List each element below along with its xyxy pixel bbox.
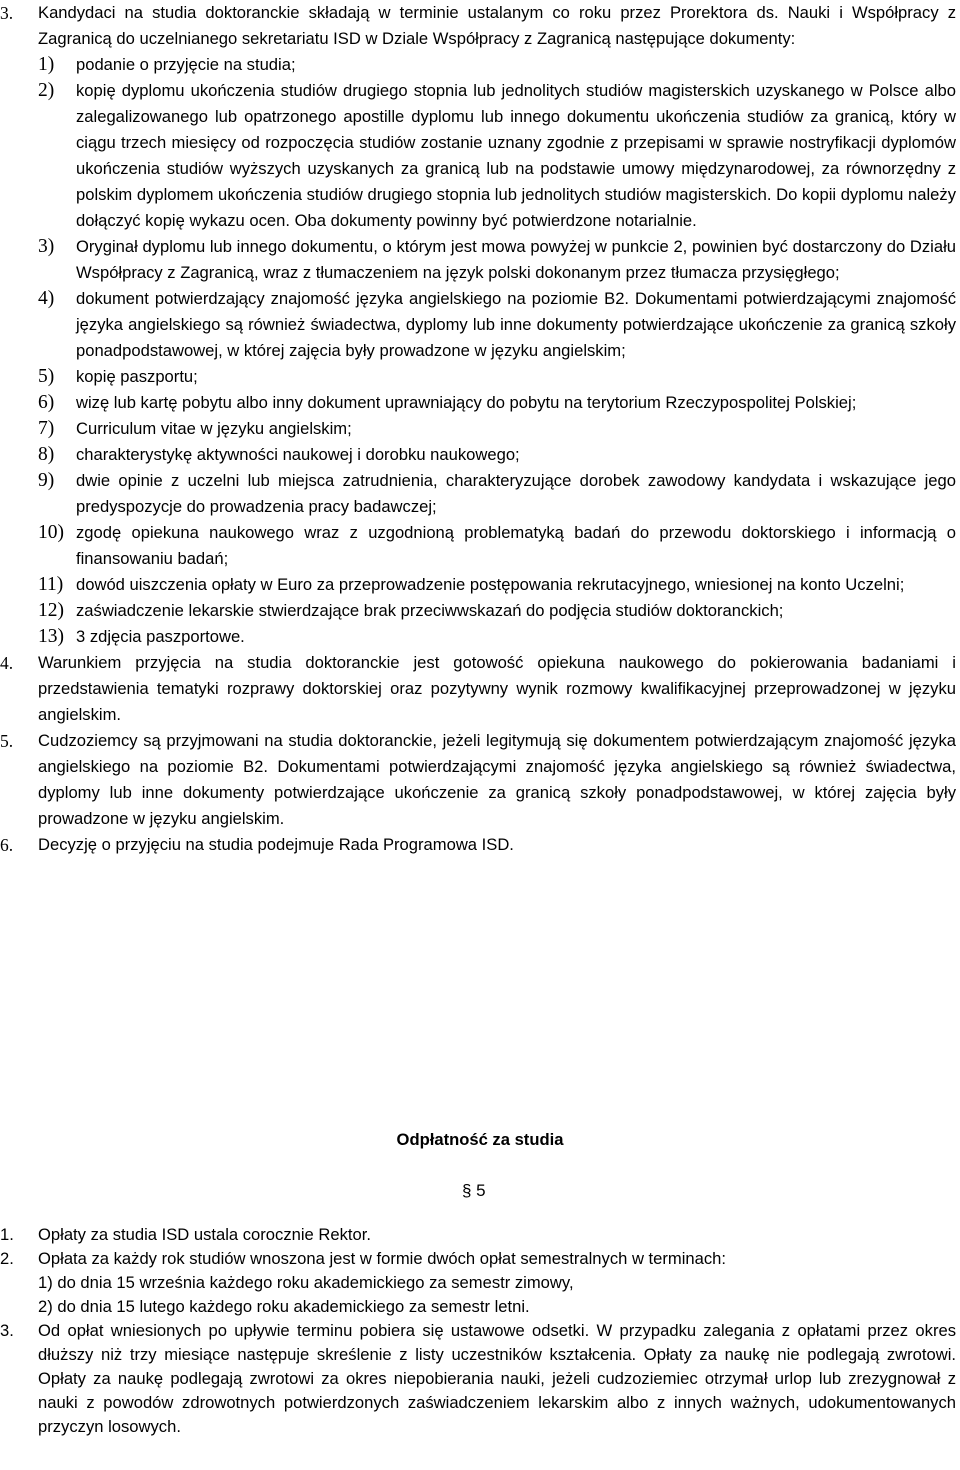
main-point-text: Decyzję o przyjęciu na studia podejmuje Rada Programowa ISD. [38, 835, 514, 854]
list-text: wizę lub kartę pobytu albo inny dokument uprawniający do pobytu na terytorium Rzeczypospolitej Polskiej; [76, 393, 857, 412]
list-number: 1) [38, 54, 55, 75]
list-number: 3) [38, 236, 55, 257]
fee-subpoint-line: 1) do dnia 15 września każdego roku akademickiego za semestr zimowy, [38, 1273, 574, 1292]
list-number: 8) [38, 444, 55, 465]
document-item-11 [0, 572, 960, 598]
fee-point-number: 1. [0, 1225, 14, 1244]
document-item-13 [0, 624, 960, 650]
document-item-1 [0, 52, 960, 78]
fee-point-line: Od opłat wniesionych po upływie terminu pobiera się ustawowe odsetki. W przypadku zalegania z opłatami przez okres dłuższy niż trzy miesiące następuje skreślenie z listy uczestników kształcenia. Opłaty za naukę nie podlegają zwrotowi. Opłaty za naukę podlegają zwrotowi za okres niepobierania nauki, jeżeli cudzoziemiec otrzymał urlop lub zrezygnował z nauki z powodów zdrowotnych potwierdzonych zaświadczeniem lekarskim albo z innych ważnych, udokumentowanych przyczyn losowych. [38, 1321, 956, 1436]
list-number: 4) [38, 288, 55, 309]
document-item-2 [0, 78, 960, 234]
list-text: dwie opinie z uczelni lub miejsca zatrudnienia, charakteryzujące dorobek zawodowy kandydata i wskazujące jego predyspozycje do prowadzenia pracy badawczej; [76, 471, 956, 516]
main-point-4 [0, 650, 960, 728]
fee-subpoint-line: 2) do dnia 15 lutego każdego roku akademickiego za semestr letni. [38, 1297, 530, 1316]
list-text: Curriculum vitae w języku angielskim; [76, 419, 352, 438]
list-number: 11) [38, 574, 64, 595]
document-item-10 [0, 520, 960, 572]
list-text: kopię dyplomu ukończenia studiów drugiego stopnia lub jednolitych studiów magisterskich uzyskanego w Polsce albo zalegalizowanego lub opatrzonego apostille dyplomu lub innego dokumentu ukończenia studiów za granicą, który w ciągu trzech miesięcy od rozpoczęcia studiów zostanie uznany zgodnie z przepisami w sprawie nostryfikacji dyplomów ukończenia studiów wyższych uzyskanych za granicą lub na podstawie umowy międzynarodowej, za równorzędny z polskim dyplomem ukończenia studiów drugiego stopnia lub jednolitych studiów magisterskich. Do kopii dyplomu należy dołączyć kopię wykazu ocen. Oba dokumenty powinny być potwierdzone notarialnie. [76, 81, 956, 230]
main-point-number: 5. [0, 731, 14, 751]
list-text: zaświadczenie lekarskie stwierdzające brak przeciwwskazań do podjęcia studiów doktoranckich; [76, 601, 784, 620]
list-number: 9) [38, 470, 55, 491]
fees-section [0, 1223, 960, 1439]
list-number: 13) [38, 626, 64, 647]
list-text: podanie o przyjęcie na studia; [76, 55, 296, 74]
document-item-12 [0, 598, 960, 624]
list-number: 10) [38, 522, 64, 543]
paragraph-number: § 5 [462, 1181, 486, 1200]
list-number: 7) [38, 418, 55, 439]
document-item-4 [0, 286, 960, 364]
fee-point-3 [0, 1319, 960, 1439]
fee-point-number: 2. [0, 1249, 14, 1268]
document-item-9 [0, 468, 960, 520]
list-number: 12) [38, 600, 64, 621]
main-point-number: 4. [0, 653, 14, 673]
main-point-text: Warunkiem przyjęcia na studia doktoranckie jest gotowość opiekuna naukowego do pokierowania badaniami i przedstawienia tematyki rozprawy doktorskiej oraz pozytywny wynik rozmowy kwalifikacyjnej przeprowadzonej w języku angielskim. [38, 653, 956, 724]
list-text: zgodę opiekuna naukowego wraz z uzgodnioną problematyką badań do przewodu doktorskiego i informacją o finansowaniu badań; [76, 523, 956, 568]
fee-point-line: Opłata za każdy rok studiów wnoszona jest w formie dwóch opłat semestralnych w terminach: [38, 1249, 727, 1268]
main-point-text: Kandydaci na studia doktoranckie składają w terminie ustalanym co roku przez Prorektora ds. Nauki i Współpracy z Zagranicą do uczelnianego sekretariatu ISD w Dziale Współpracy z Zagranicą następujące dokumenty: [38, 3, 956, 48]
list-number: 2) [38, 80, 55, 101]
main-point-6 [0, 832, 960, 858]
fee-point-number: 3. [0, 1321, 14, 1340]
list-text: dokument potwierdzający znajomość języka angielskiego na poziomie B2. Dokumentami potwierdzającymi znajomość języka angielskiego są również świadectwa, dyplomy lub inne dokumenty potwierdzające ukończenie za granicą szkoły ponadpodstawowej, w której zajęcia były prowadzone w języku angielskim; [76, 289, 956, 360]
list-number: 5) [38, 366, 55, 387]
document-item-3 [0, 234, 960, 286]
document-item-6 [0, 390, 960, 416]
fee-point-2 [0, 1247, 960, 1319]
document-item-7 [0, 416, 960, 442]
main-point-3 [0, 0, 960, 52]
main-point-number: 3. [0, 3, 14, 23]
document-item-5 [0, 364, 960, 390]
main-point-5 [0, 728, 960, 832]
main-point-text: Cudzoziemcy są przyjmowani na studia doktoranckie, jeżeli legitymują się dokumentem potwierdzającym znajomość języka angielskiego na poziomie B2. Dokumentami potwierdzającymi znajomość języka angielskiego są również świadectwa, dyplomy lub inne dokumenty potwierdzające ukończenie za granicą szkoły ponadpodstawowej, w której zajęcia były prowadzone w języku angielskim. [38, 731, 956, 828]
list-text: dowód uiszczenia opłaty w Euro za przeprowadzenie postępowania rekrutacyjnego, wniesionej na konto Uczelni; [76, 575, 905, 594]
fee-point-1 [0, 1223, 960, 1247]
list-text: 3 zdjęcia paszportowe. [76, 627, 245, 646]
fee-point-line: Opłaty za studia ISD ustala corocznie Rektor. [38, 1225, 371, 1244]
list-text: charakterystykę aktywności naukowej i dorobku naukowego; [76, 445, 520, 464]
documents-list [0, 52, 960, 650]
section-heading: Odpłatność za studia [396, 1130, 564, 1149]
list-text: Oryginał dyplomu lub innego dokumentu, o którym jest mowa powyżej w punkcie 2, powinien być dostarczony do Działu Współpracy z Zagranicą, wraz z tłumaczeniem na język polski dokonanym przez tłumacza przysięgłego; [76, 237, 956, 282]
list-number: 6) [38, 392, 55, 413]
list-text: kopię paszportu; [76, 367, 198, 386]
main-point-number: 6. [0, 835, 14, 855]
document-item-8 [0, 442, 960, 468]
